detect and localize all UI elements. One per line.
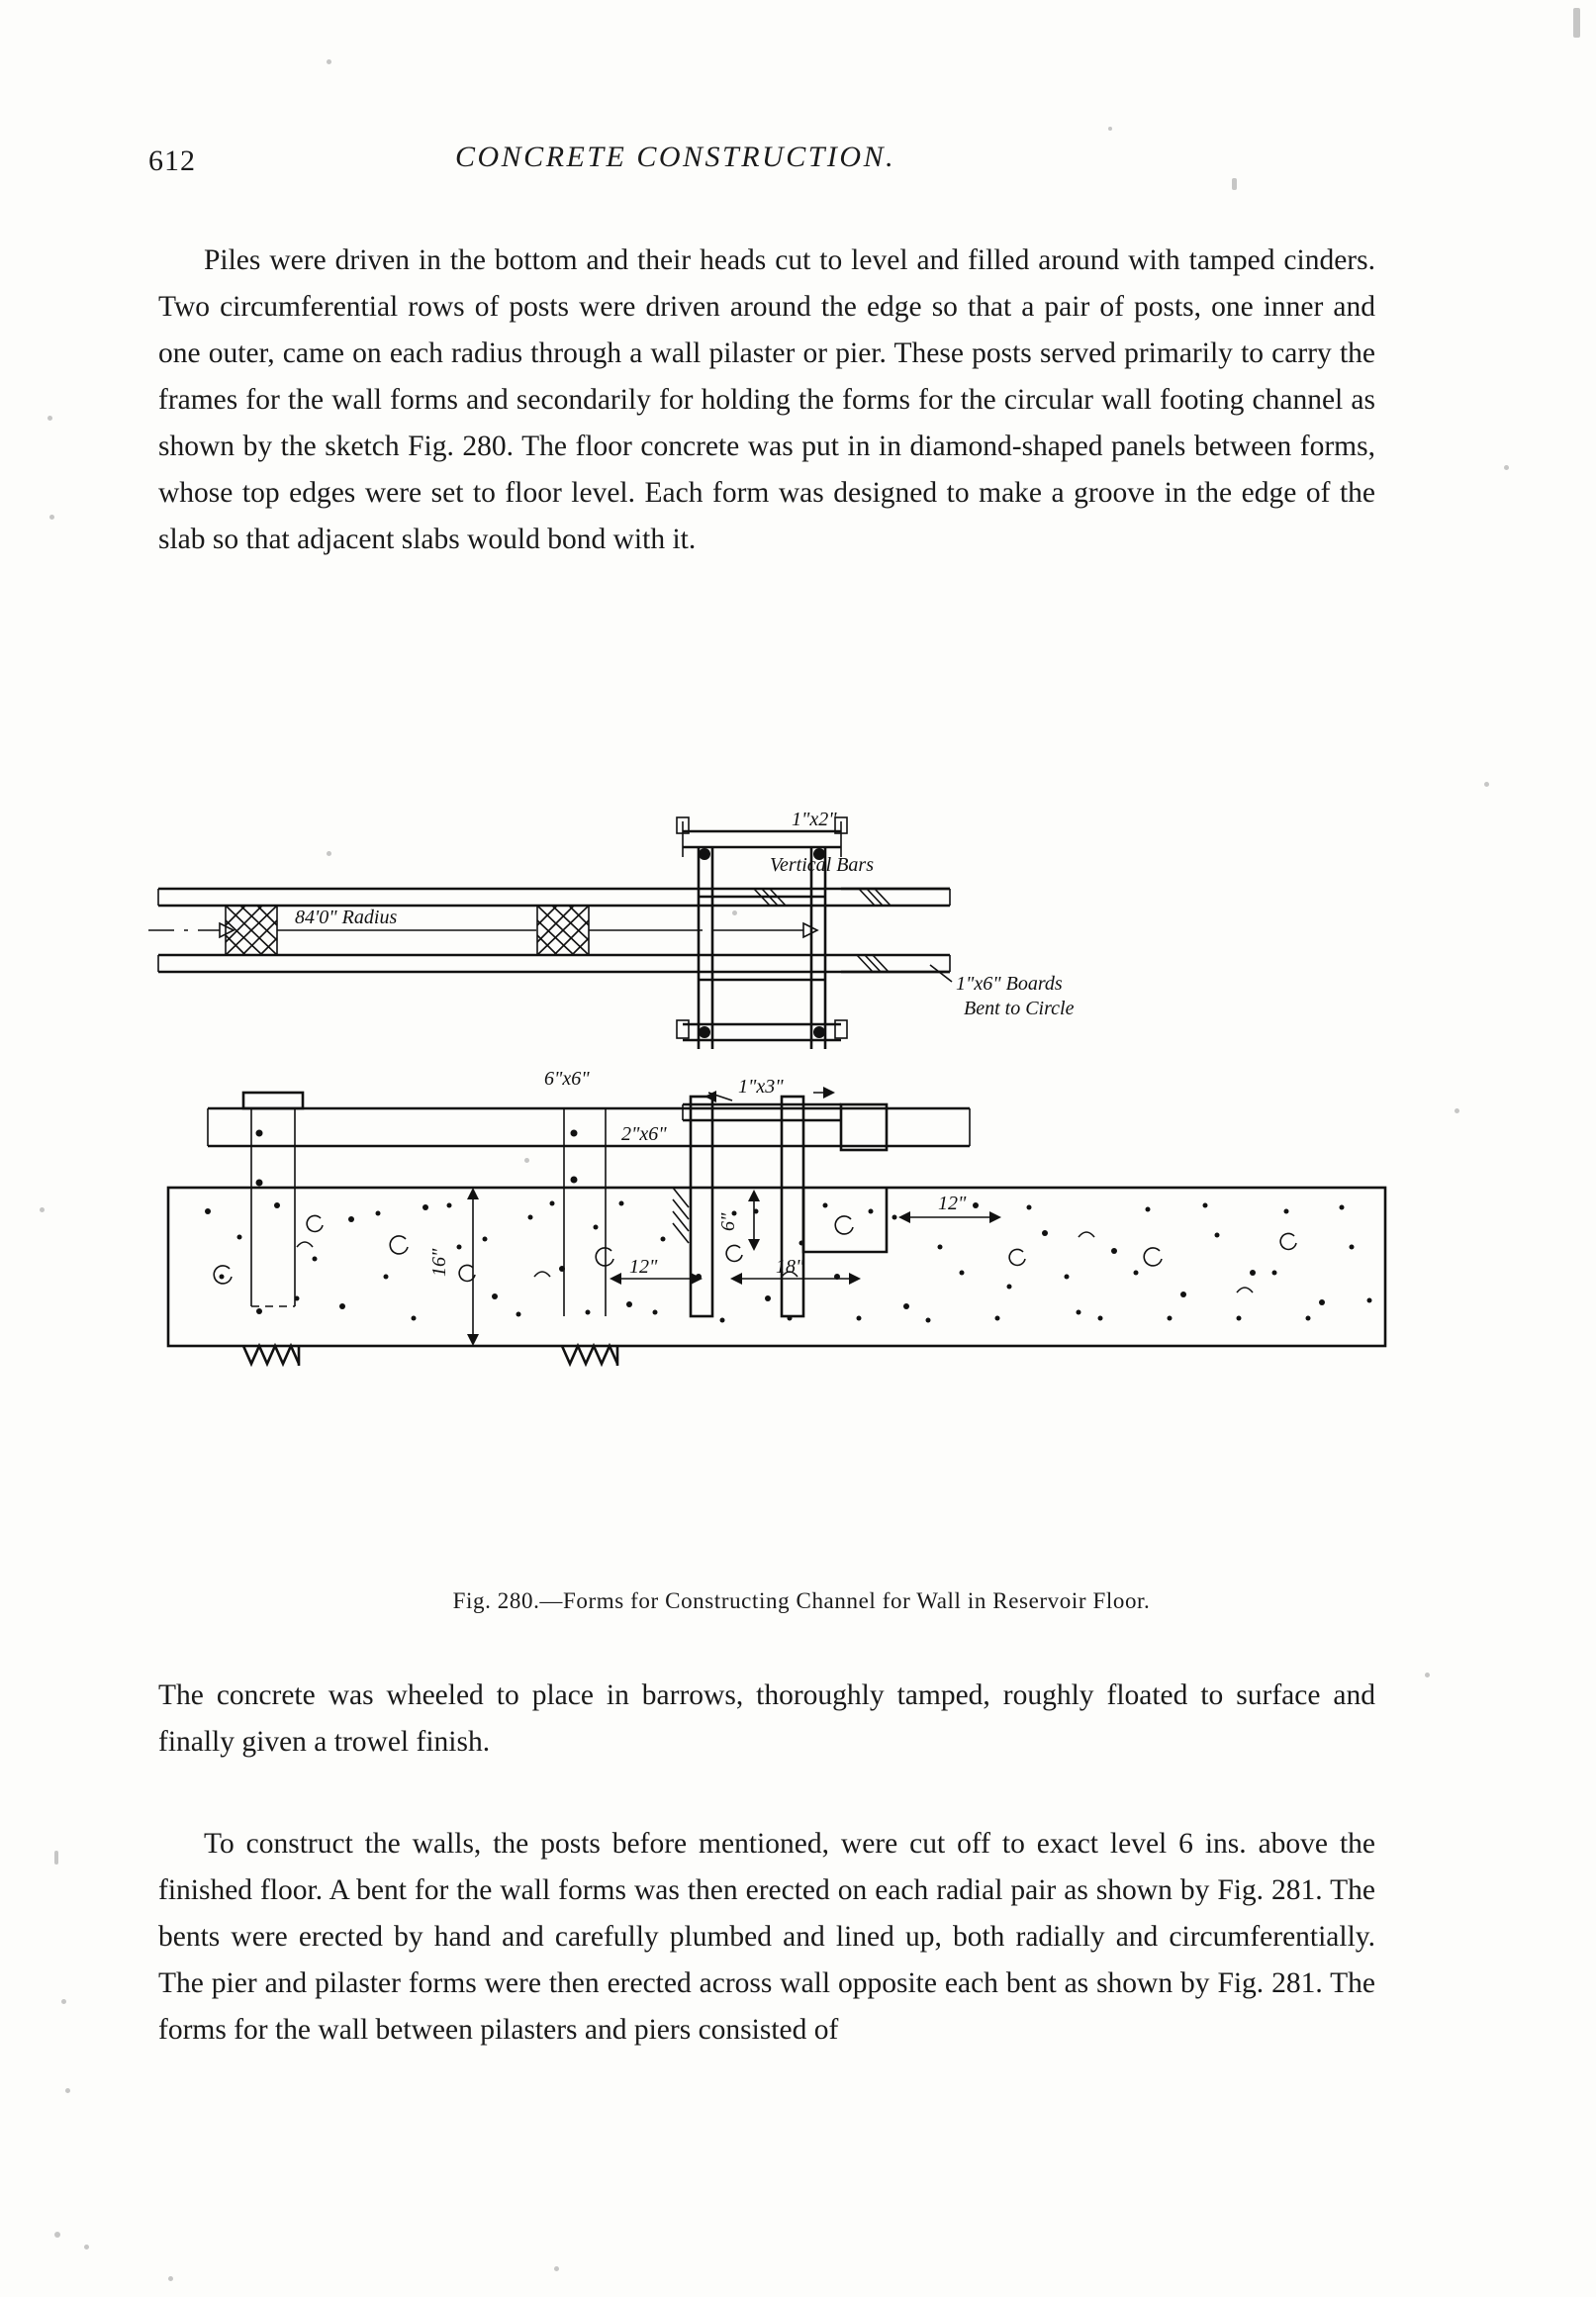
figure-280 (148, 812, 1455, 1593)
label-radius: 84'0" Radius (295, 907, 398, 928)
section-middle-post (564, 1108, 606, 1316)
label-6in: 6" (717, 1212, 739, 1231)
scan-speck (1425, 1673, 1430, 1677)
scan-speck (61, 1999, 66, 2004)
scan-speck (49, 515, 54, 520)
scan-speck (327, 59, 331, 64)
scan-speck (47, 416, 52, 421)
label-12in-right: 12" (938, 1193, 967, 1214)
scan-speck (168, 2276, 173, 2281)
scan-speck (65, 2088, 70, 2093)
label-vertical-bars: Vertical Bars (770, 854, 874, 876)
label-18in: 18" (776, 1256, 804, 1278)
paragraph-2: The concrete was wheeled to place in barrows, thoroughly tamped, roughly floated to surface and finally given a trowel finish. (158, 1679, 1375, 1758)
radius-dimension (148, 923, 817, 937)
section-left-post (243, 1093, 303, 1306)
scan-speck (1504, 465, 1509, 470)
label-1x3: 1"x3" (738, 1076, 784, 1098)
scan-speck (54, 2232, 60, 2238)
scan-speck (1573, 8, 1580, 38)
label-2x6: 2"x6" (621, 1123, 667, 1145)
label-16in: 16" (428, 1248, 450, 1277)
dimension-16in (467, 1188, 479, 1346)
paragraph-block (158, 238, 1375, 563)
scan-speck (554, 2266, 559, 2271)
page-header (148, 139, 1448, 188)
plan-frame-right (677, 817, 847, 1049)
scan-speck (1484, 782, 1489, 787)
paragraph-3: To construct the walls, the posts before mentioned, were cut off to exact level 6 ins. above the finished floor. A bent for the wall forms was then erected on each radial pair as shown by Fig. 281. The bents were erected by hand and carefully plumbed and lined up, both radially and circumferentially. The pier and pilaster forms were then erected across wall opposite each bent as shown by Fig. 281. The forms for the wall between pilasters and piers consisted of (158, 1828, 1375, 2046)
paragraph-block (158, 1673, 1375, 1766)
label-bent-to-circle: Bent to Circle (964, 998, 1075, 1019)
label-6x6: 6"x6" (544, 1068, 590, 1090)
scan-speck (84, 2245, 89, 2249)
dimension-6in (748, 1190, 760, 1251)
scan-speck (54, 1851, 58, 1865)
page-number: 612 (148, 144, 196, 177)
scan-speck (1108, 127, 1112, 131)
label-1x2: 1"x2" (792, 812, 837, 830)
label-12in-bottom: 12" (629, 1256, 658, 1278)
label-boards: 1"x6" Boards (956, 973, 1063, 995)
paragraph-1: Piles were driven in the bottom and their heads cut to level and filled around with tamped cinders. Two circumferential rows of posts were driven around the edge so that a pair of posts, one inner and one outer, came on each radius through a wall pilaster or pier. These posts served primarily to carry the frames for the wall forms and secondarily for holding the forms for the circular wall footing channel as shown by the sketch Fig. 280. The floor concrete was put in in diamond-shaped panels between forms, whose top edges were set to floor level. Each form was designed to make a groove in the edge of the slab so that adjacent slabs would bond with it. (158, 244, 1375, 555)
section-top-boards (208, 1108, 970, 1146)
pile-heads (243, 1346, 617, 1366)
scan-speck (1455, 1108, 1459, 1113)
section-channel-forms (673, 1097, 887, 1316)
scan-speck (40, 1207, 45, 1212)
running-title: CONCRETE CONSTRUCTION. (455, 141, 896, 173)
figure-caption: Fig. 280.—Forms for Constructing Channel for Wall in Reservoir Floor. (452, 1588, 1151, 1613)
paragraph-block (158, 1821, 1375, 2054)
